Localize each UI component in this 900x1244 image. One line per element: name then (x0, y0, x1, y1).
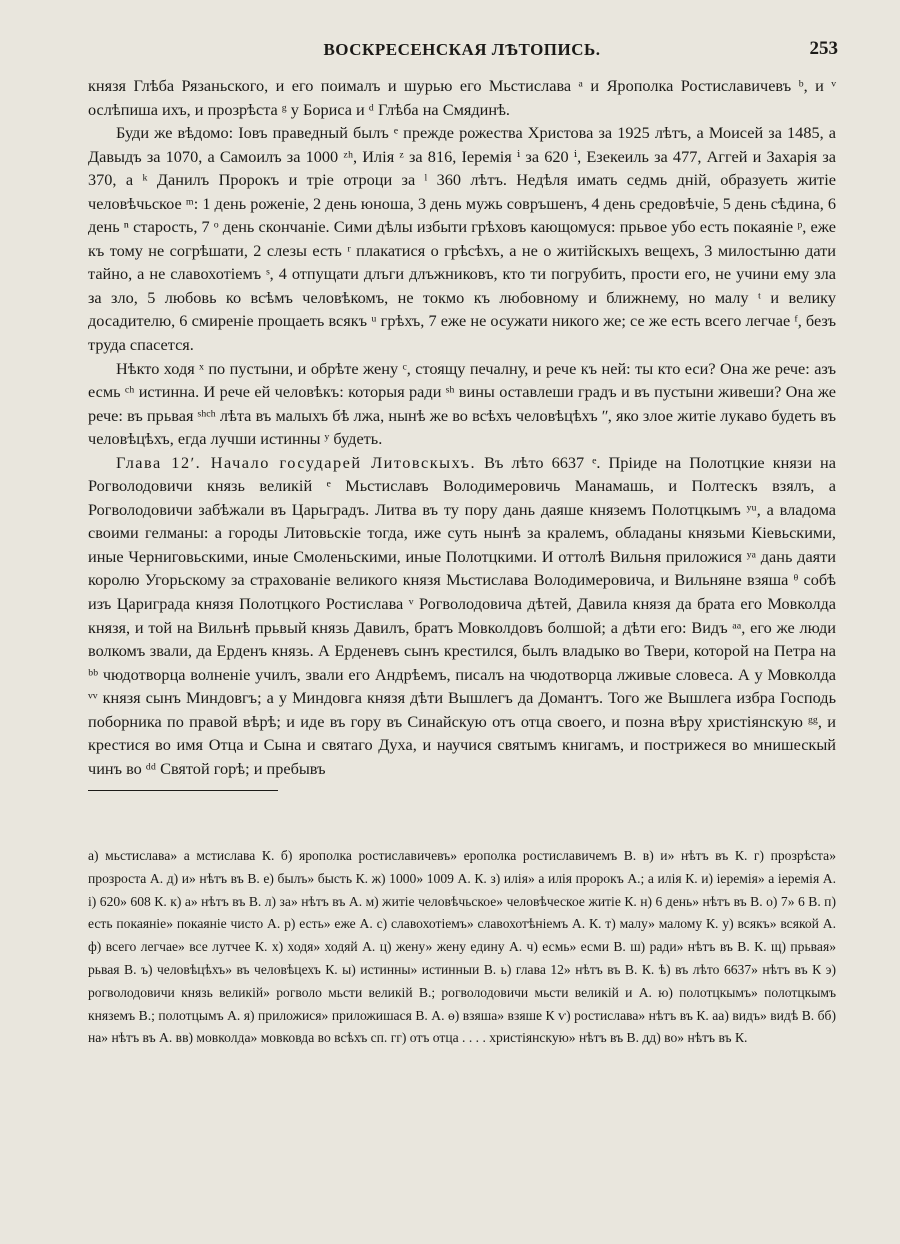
footnotes: а) мьстислава» а мстислава К. б) ярополка ростиславичевъ» ерополка ростиславичемъ В. в) и» нѣтъ въ К. г) прозрѣста» прозроста А. д) и» нѣтъ въ В. е) былъ» бысть К. ж) 1000» 1009 А. К. з) илія» а илія пророкъ А.; а илія К. и) іеремія» а іеремія А. і) 620» 608 К. к) а» нѣтъ въ В. л) за» нѣтъ въ А. м) житіе человѣчьское» человѣческое житіе К. н) 6 день» нѣтъ въ В. о) 7» 6 В. п) есть покаяніе» покаяніе чисто А. р) есть» еже А. с) славохотіемъ» славохотѣніемъ А. К. т) малу» малому К. у) всякъ» всякой А. ф) всего легчае» все лутчее К. х) ходя» ходяй А. ц) жену» жену едину А. ч) есмь» есми В. ш) ради» нѣтъ въ В. К. щ) прьвая» рьвая В. ъ) человѣцѣхъ» въ человѣцехъ К. ы) истинны» истинныи В. ь) глава 12» нѣтъ въ В. К. ѣ) въ лѣто 6637» нѣтъ въ К э) рогволодовичи князь великій» рогволо мьсти великій В.; рогволодовичи мьсти великій и А. ю) полотцкымъ» полотцкымъ княземъ В.; полотцымъ А. я) приложися» приложишася В. А. ѳ) взяша» взяше К ѵ) ростислава» нѣтъ въ К. аа) видъ» видѣ В. бб) на» нѣтъ въ А. вв) мовколда» мовковда во всѣхъ сп. гг) отъ отца . . . . христіянскую» нѣтъ въ В. дд) во» нѣтъ въ К. (88, 848, 836, 1046)
paragraph-3: Нѣкто ходя ˣ по пустыни, и обрѣте жену ᶜ, стоящу печалну, и рече къ ней: ты кто еси? Она же рече: азъ есмь ᶜʰ истинна. И рече ей человѣкъ: которыя ради ˢʰ вины оставлеши градъ и въ пустыни живеши? Она же рече: въ прьвая ˢʰᶜʰ лѣта въ малыхъ бѣ лжа, нынѣ же во всѣхъ человѣцѣхъ ʺ, яко злое житіе лукаво будеть въ человѣцѣхъ, егда лучши истинны ʸ будеть. (88, 358, 836, 449)
main-text (88, 74, 836, 780)
paragraph-4 (88, 451, 836, 781)
paragraph-1: князя Глѣба Рязаньского, и его поималъ и шурью его Мьстислава ᵃ и Ярополка Ростиславичевъ ᵇ, и ᵛ ослѣпиша ихъ, и прозрѣста ᵍ у Бориса и ᵈ Глѣба на Смядинѣ. (88, 76, 836, 119)
page-number: 253 (809, 38, 838, 59)
running-head: ВОСКРЕСЕНСКАЯ ЛѢТОПИСЬ. (323, 40, 601, 59)
chapter-heading: Глава 12ʹ. Начало государей Литовскыхъ. (116, 452, 477, 472)
chapter-text: Въ лѣто 6637 ᵉ. Пріиде на Полотцкие князи на Рогволодовичи князь великій ᵉ Мьстиславъ Володимеровичь Манамашь, и Полтескъ взялъ, а Рогволодовичи забѣжали въ Царьградъ. Литва въ ту пору дань даяше княземъ Полотцкымъ ʸᵘ, а владома своими гелманы: а городы Литовьскіе тогда, иже суть нынѣ за кралемъ, обладаны князьми Кіевьскими, иные Черниговьскими, иные Смоленьскими, иные Полотцкими. И оттолѣ Вильня приложися ʸᵃ дань даяти королю Угорьскому за страхованіе великого князя Мьстислава Володимеровича, и Вильняне взяша ᶿ собѣ изъ Цариграда князя Полотцкого Ростислава ᵛ Рогволодовича дѣтей, Давила князя да брата его Мовколда князя, и той на Вильнѣ прьвый князь Давилъ, братъ Мовколдовъ болшой; а дѣти его: Видъ ᵃᵃ, его же люди волкомъ звали, да Ерденъ князь. А Ерденевъ сынъ крестился, былъ владыко во Твери, которой на Петра на ᵇᵇ чюдотворца волненіе училъ, звали его Андрѣемъ, писалъ на чюдотворца лживые словеса. А у Мовколда ᵛᵛ князя сынъ Миндовгъ; а у Миндовга князя дѣти Вышлегъ да Домантъ. Того же Вышлега избра Господь поборника по правой вѣрѣ; и иде въ гору въ Синайскую отъ отца своего, и позна вѣру христіянскую ᵍᵍ, и крестися во имя Отца и Сына и святаго Духа, и научися святымъ книгамъ, и пострижеся во мнишескый чинъ во ᵈᵈ Святой горѣ; и пребывъ (88, 452, 836, 778)
footnote-rule (88, 790, 278, 791)
paragraph-2: Буди же вѣдомо: Іовъ праведный былъ ᵉ прежде рожества Христова за 1925 лѣтъ, а Моисей за 1485, а Давыдъ за 1070, а Самоилъ за 1000 ᶻʰ, Илія ᶻ за 816, Іеремія ⁱ за 620 ⁱ, Езекеиль за 477, Аггей и Захарія за 370, а ᵏ Данилъ Пророкъ и тріе отроци за ˡ 360 лѣтъ. Недѣля имать седмь дній, образуеть житіе человѣчьское ᵐ: 1 день роженіе, 2 день юноша, 3 день мужь совръшенъ, 4 день средовѣчіе, 5 день сѣдина, 6 день ⁿ старость, 7 ᵒ день скончаніе. Сими дѣлы избыти грѣховъ кающомуся: прьвое убо есть покаяніе ᵖ, еже къ тому не согрѣшати, 2 слезы есть ʳ плакатися о грѣсѣхъ, а не о житійскыхъ вещехъ, 3 милостыню дати тайно, а не славохотіемъ ˢ, 4 отпущати длъги длъжниковъ, кто ти погрубить, прости его, не учини ему зла за зло, 5 любовь ко всѣмъ человѣкомъ, не токмо къ любовному и ближнему, но малу ᵗ и велику досадителю, 6 смиреніе прощаеть всякъ ᵘ грѣхъ, 7 еже не осужати никого же; се же есть всего легчае ᶠ, безъ труда спасется. (88, 123, 836, 355)
